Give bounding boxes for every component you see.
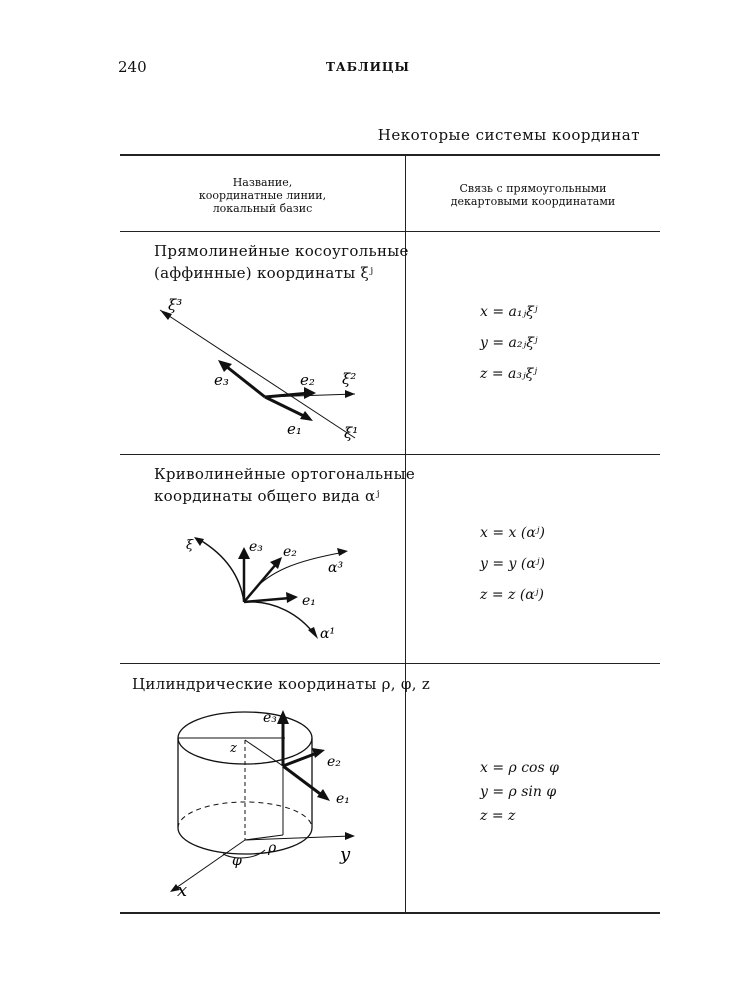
row-2-title: Криволинейные ортогональные координаты общего вида αʲ — [154, 465, 416, 505]
e2-label: e₂ — [300, 371, 315, 389]
e1-label: e₁ — [302, 593, 316, 609]
column-header-right: Связь с прямоугольными декартовыми координатами — [450, 182, 616, 208]
e2-label: e₂ — [283, 544, 297, 560]
xi1-label: ξ¹ — [344, 424, 359, 442]
e3-label: e₃ — [214, 371, 229, 389]
e1-label: e₁ — [336, 791, 350, 807]
row-3-title: Цилиндрические координаты ρ, φ, z — [132, 675, 431, 693]
curvilinear-coordinates-figure — [180, 525, 360, 650]
alpha3-label: α³ — [328, 560, 344, 576]
affine-coordinates-figure — [150, 290, 380, 450]
table-header-rule — [120, 231, 660, 232]
x-axis-label: x — [177, 880, 188, 901]
table-bottom-rule — [120, 912, 660, 914]
row-2-formulas: x = x (αʲ) y = y (αʲ) z = z (αʲ) — [480, 525, 545, 603]
table-caption: Некоторые системы координат — [377, 126, 640, 144]
e1-label: e₁ — [287, 420, 302, 438]
xi2-label: ξ² — [342, 370, 357, 388]
row-divider-1 — [120, 454, 660, 455]
row-1-title: Прямолинейные косоугольные (аффинные) координаты ξʲ — [154, 242, 409, 282]
xi-curve-label: ξ — [186, 538, 194, 553]
z-label: z — [230, 741, 237, 756]
table-top-rule — [120, 154, 660, 156]
xi3-label: ξ³ — [168, 296, 183, 314]
y-axis-label: y — [340, 844, 351, 865]
cylindrical-coordinates-figure — [165, 700, 380, 900]
running-header: ТАБЛИЦЫ — [326, 60, 410, 74]
rho-label: ρ — [268, 840, 277, 856]
row-3-formulas: x = ρ cos φ y = ρ sin φ z = z — [480, 760, 559, 824]
row-1-formulas: x = a₁ⱼξʲ y = a₂ⱼξʲ z = a₃ⱼξʲ — [480, 304, 538, 382]
column-header-left: Название, координатные линии, локальный базис — [198, 176, 327, 215]
row-divider-2 — [120, 663, 660, 664]
e2-label: e₂ — [327, 754, 341, 770]
page-number: 240 — [118, 58, 147, 76]
alpha1-label: α¹ — [320, 626, 336, 642]
e3-label: e₃ — [249, 539, 263, 555]
e3-label: e₃ — [263, 710, 277, 726]
phi-label: φ — [232, 853, 242, 869]
